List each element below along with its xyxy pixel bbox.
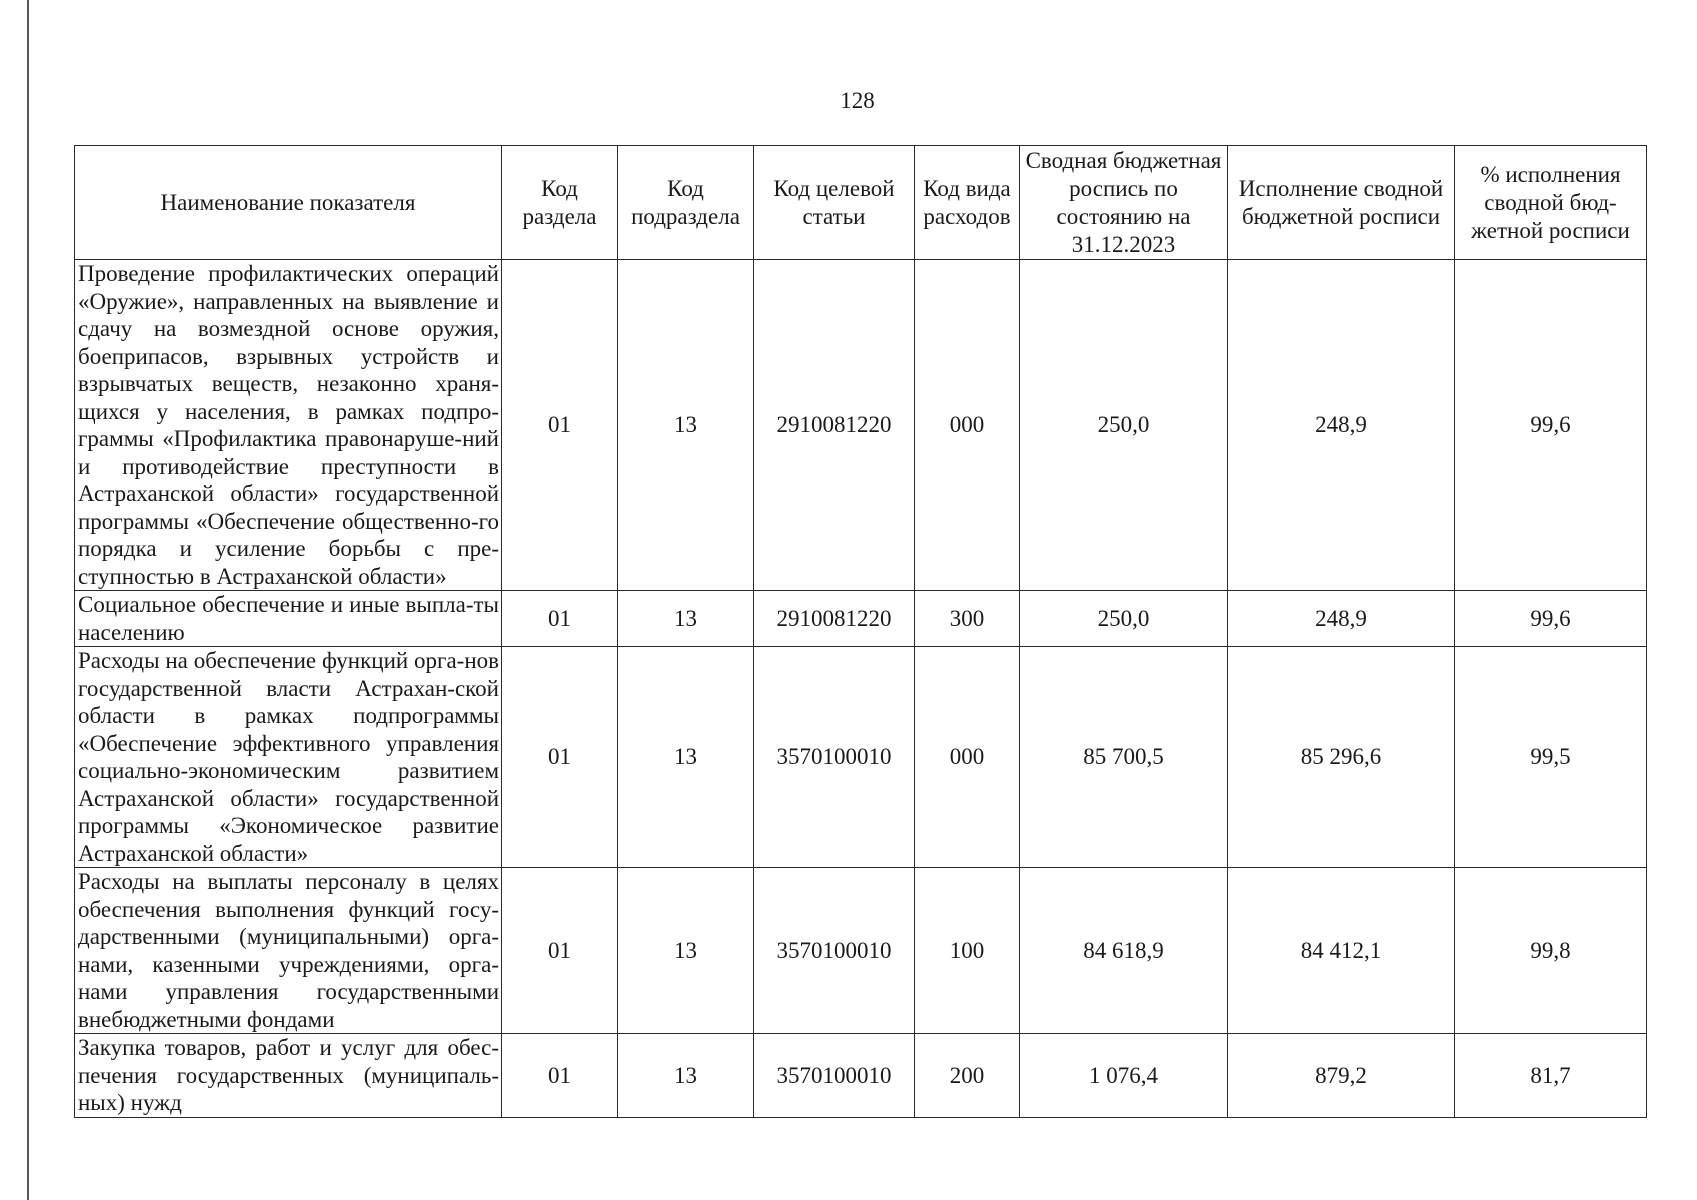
binding-margin-line [27, 0, 29, 1200]
row-target-code: 2910081220 [754, 260, 915, 591]
row-section-code: 01 [502, 868, 618, 1034]
row-percent: 99,6 [1455, 591, 1647, 647]
row-section-code: 01 [502, 260, 618, 591]
row-percent: 81,7 [1455, 1034, 1647, 1118]
row-expense-kind-code: 000 [915, 260, 1020, 591]
row-execution: 248,9 [1228, 591, 1455, 647]
header-expense-kind-code: Код вида расходов [915, 146, 1020, 260]
row-execution: 879,2 [1228, 1034, 1455, 1118]
row-percent: 99,6 [1455, 260, 1647, 591]
row-section-code: 01 [502, 1034, 618, 1118]
row-plan: 1 076,4 [1020, 1034, 1228, 1118]
row-target-code: 3570100010 [754, 868, 915, 1034]
row-plan: 84 618,9 [1020, 868, 1228, 1034]
row-name: Закупка товаров, работ и услуг для обес-печения государственных (муниципаль-ных) нужд [75, 1034, 502, 1118]
table-row [75, 868, 1647, 1034]
table-row [75, 260, 1647, 591]
row-subsection-code: 13 [618, 647, 754, 868]
row-subsection-code: 13 [618, 868, 754, 1034]
header-section-code: Код раздела [502, 146, 618, 260]
row-subsection-code: 13 [618, 591, 754, 647]
row-execution: 84 412,1 [1228, 868, 1455, 1034]
budget-execution-table [74, 145, 1647, 1118]
row-execution: 85 296,6 [1228, 647, 1455, 868]
header-execution: Исполнение сводной бюджетной росписи [1228, 146, 1455, 260]
row-plan: 250,0 [1020, 591, 1228, 647]
row-section-code: 01 [502, 647, 618, 868]
row-subsection-code: 13 [618, 1034, 754, 1118]
row-section-code: 01 [502, 591, 618, 647]
row-name: Проведение профилактических операций «Оружие», направленных на выявление и сдачу на возмездной основе оружия, боеприпасов, взрывных устройств и взрывчатых веществ, незаконно храня-щихся у населения, в рамках подпро-граммы «Профилактика правонаруше-ний и противодействие преступности в Астраханской области» государственной программы «Обеспечение общественно-го порядка и усиление борьбы с пре-ступностью в Астраханской области» [75, 260, 502, 591]
row-expense-kind-code: 200 [915, 1034, 1020, 1118]
row-percent: 99,5 [1455, 647, 1647, 868]
row-target-code: 2910081220 [754, 591, 915, 647]
header-name: Наименование показателя [75, 146, 502, 260]
table-header-row [75, 146, 1647, 260]
row-expense-kind-code: 300 [915, 591, 1020, 647]
row-execution: 248,9 [1228, 260, 1455, 591]
page-number: 128 [840, 88, 875, 113]
header-target-code: Код целевой статьи [754, 146, 915, 260]
header-percent: % исполнения сводной бюд-жетной росписи [1455, 146, 1647, 260]
row-percent: 99,8 [1455, 868, 1647, 1034]
row-name: Расходы на обеспечение функций орга-нов государственной власти Астрахан-ской области в рамках подпрограммы «Обеспечение эффективного управления социально-экономическим развитием Астраханской области» государственной программы «Экономическое развитие Астраханской области» [75, 647, 502, 868]
row-subsection-code: 13 [618, 260, 754, 591]
row-expense-kind-code: 000 [915, 647, 1020, 868]
row-name: Расходы на выплаты персоналу в целях обеспечения выполнения функций госу-дарственными (муниципальными) орга-нами, казенными учреждениями, орга-нами управления государственными внебюджетными фондами [75, 868, 502, 1034]
row-name: Социальное обеспечение и иные выпла-ты населению [75, 591, 502, 647]
row-plan: 85 700,5 [1020, 647, 1228, 868]
row-expense-kind-code: 100 [915, 868, 1020, 1034]
table-row [75, 647, 1647, 868]
row-target-code: 3570100010 [754, 647, 915, 868]
row-target-code: 3570100010 [754, 1034, 915, 1118]
row-plan: 250,0 [1020, 260, 1228, 591]
header-subsection-code: Код подраздела [618, 146, 754, 260]
table-row [75, 591, 1647, 647]
header-plan: Сводная бюджетная роспись по состоянию на 31.12.2023 [1020, 146, 1228, 260]
table-row [75, 1034, 1647, 1118]
